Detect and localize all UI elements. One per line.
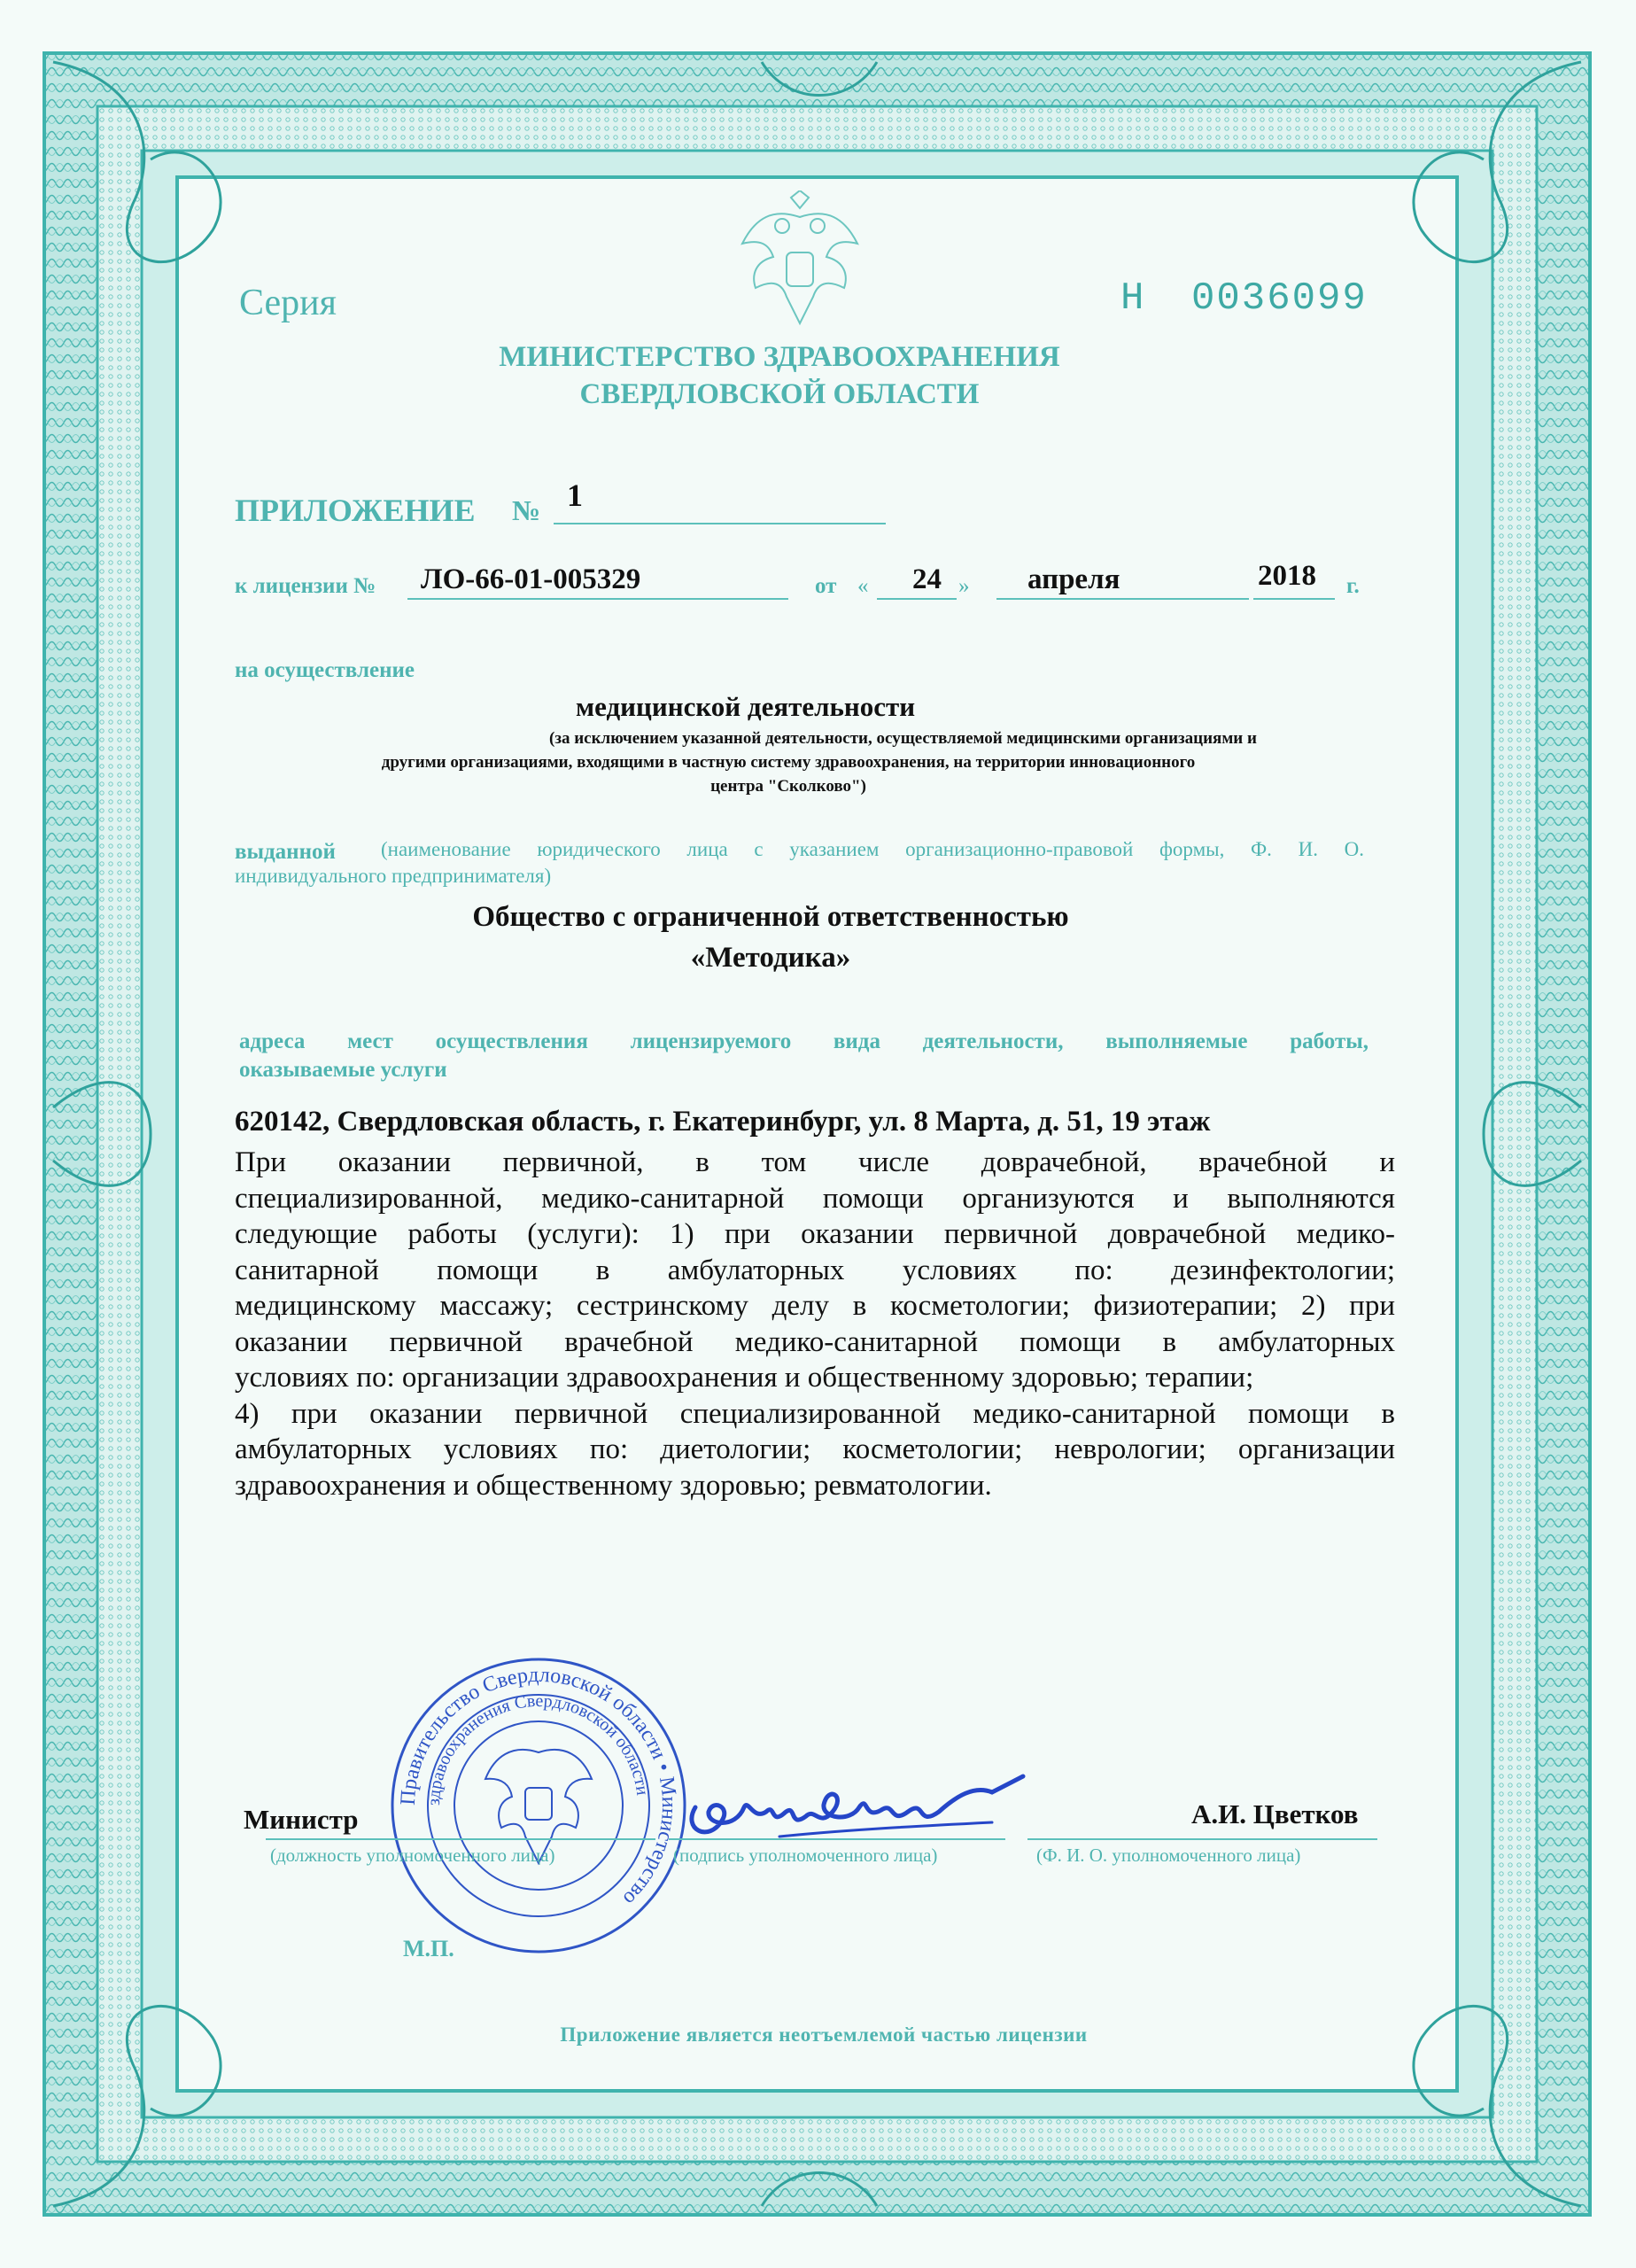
appendix-number-line	[554, 523, 886, 524]
appendix-label: ПРИЛОЖЕНИЕ	[235, 493, 476, 528]
issued-hint-line-1-text: (наименование юридического лица с указанием организационно-правовой формы, Ф. И. О.	[381, 838, 1364, 860]
services-line-2: специализированной, медико-санитарной помощи организуются и выполняются	[235, 1182, 1395, 1215]
organization-line-2: «Методика»	[690, 942, 851, 974]
license-year-suffix: г.	[1346, 574, 1360, 598]
services-line-5: медицинскому массажу; сестринскому делу в косметологии; физиотерапии; 2) при	[235, 1290, 1395, 1322]
ministry-title	[461, 338, 1098, 413]
services-line-9: амбулаторных условиях по: диетологии; косметологии; неврологии; организации	[235, 1433, 1395, 1465]
position-hint: (должность уполномоченного лица)	[270, 1845, 555, 1866]
license-number-line	[407, 598, 788, 600]
seal-inner-text: здравоохранения Свердловской области	[423, 1690, 653, 1806]
addresses-label-line-2: оказываемые услуги	[239, 1058, 447, 1082]
seal-outer-text: Правительство Свердловской области • Министерство	[396, 1663, 681, 1910]
name-hint: (Ф. И. О. уполномоченного лица)	[1036, 1845, 1301, 1866]
address: 620142, Свердловская область, г. Екатеринбург, ул. 8 Марта, д. 51, 19 этаж	[235, 1106, 1211, 1138]
activity-title: медицинской деятельности	[576, 691, 916, 722]
appendix-number: 1	[567, 478, 583, 513]
signer-position: Министр	[244, 1804, 359, 1835]
services-text	[235, 1145, 1395, 1503]
services-line-3: следующие работы (услуги): 1) при оказании первичной доврачебной медико-	[235, 1218, 1395, 1250]
handwritten-signature	[673, 1759, 1045, 1856]
services-line-7: условиях по: организации здравоохранения и общественному здоровью; терапии;	[235, 1362, 1254, 1394]
activity-note	[257, 726, 1320, 798]
license-month-line	[996, 598, 1249, 600]
issued-hint-line-1	[381, 838, 1364, 861]
activity-label: на осуществление	[235, 658, 415, 682]
services-line-1: При оказании первичной, в том числе доврачебной, врачебной и	[235, 1146, 1395, 1178]
issued-hint-line-2: индивидуального предпринимателя)	[235, 865, 552, 887]
license-day-line	[877, 598, 957, 600]
series-label: Серия	[239, 283, 337, 323]
coat-of-arms-icon	[729, 190, 871, 332]
footer-note: Приложение является неотъемлемой частью лицензии	[560, 2023, 1088, 2046]
license-year: 2018	[1258, 560, 1316, 592]
organization-line-1: Общество с ограниченной ответственностью	[472, 901, 1069, 933]
seal-place-label: М.П.	[403, 1936, 454, 1961]
services-line-6: оказании первичной врачебной медико-санитарной помощи в амбулаторных	[235, 1325, 1395, 1358]
activity-note-line-2: другими организациями, входящими в частную систему здравоохранения, на территории инновационного	[381, 753, 1196, 772]
addresses-label	[239, 1028, 1369, 1084]
issued-label: выданной	[235, 840, 336, 864]
official-seal	[388, 1655, 689, 1956]
license-month: апреля	[1027, 563, 1120, 595]
organization-name	[416, 897, 1125, 978]
signer-name: А.И. Цветков	[1191, 1798, 1359, 1829]
quote-close: »	[958, 574, 970, 598]
position-line	[266, 1838, 655, 1840]
series-number: 0036099	[1191, 276, 1368, 321]
license-day: 24	[912, 563, 942, 595]
license-number: ЛО-66-01-005329	[421, 563, 641, 595]
license-year-line	[1253, 598, 1335, 600]
series-letter: Н	[1120, 276, 1144, 321]
ministry-line-1: МИНИСТЕРСТВО ЗДРАВООХРАНЕНИЯ	[499, 341, 1060, 373]
appendix-number-sign: №	[512, 494, 541, 526]
ministry-line-2: СВЕРДЛОВСКОЙ ОБЛАСТИ	[579, 378, 980, 410]
license-label: к лицензии №	[235, 574, 376, 598]
services-line-8: 4) при оказании первичной специализированной медико-санитарной помощи в	[235, 1397, 1395, 1430]
license-from-label: от	[815, 574, 837, 598]
name-line	[1027, 1838, 1377, 1840]
quote-open: «	[857, 574, 869, 598]
activity-note-line-1: (за исключением указанной деятельности, осуществляемой медицинскими организациями и	[549, 729, 1257, 748]
addresses-label-line-1: адреса мест осуществления лицензируемого вида деятельности, выполняемые работы,	[239, 1029, 1369, 1053]
services-line-4: санитарной помощи в амбулаторных условиях по: дезинфектологии;	[235, 1254, 1395, 1286]
signature-hint: (подпись уполномоченного лица)	[673, 1845, 938, 1866]
activity-note-line-3: центра "Сколково")	[710, 777, 866, 796]
services-line-10: здравоохранения и общественному здоровью; ревматологии.	[235, 1469, 992, 1502]
